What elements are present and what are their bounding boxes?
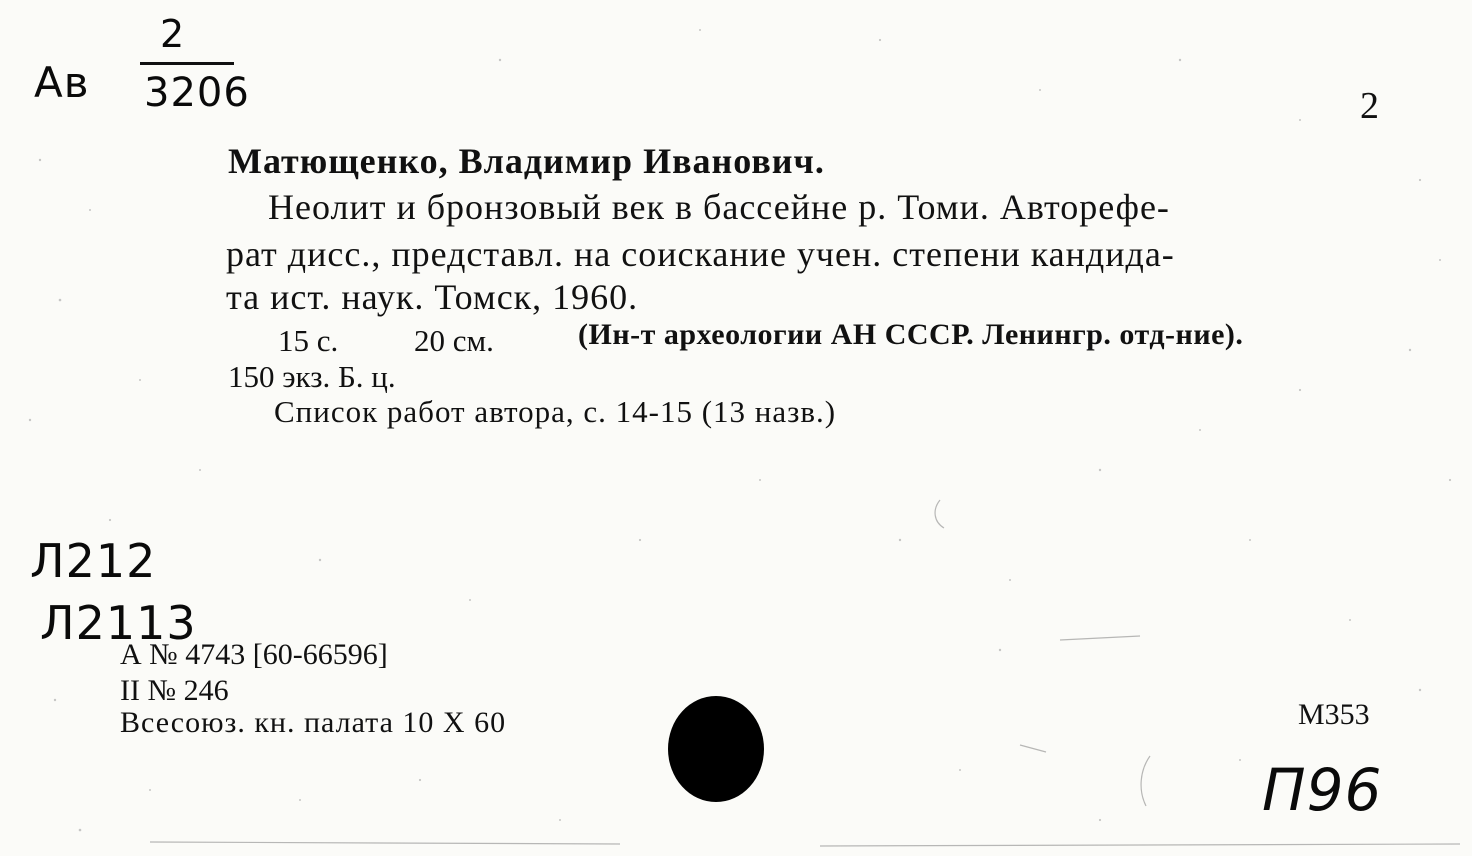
punch-hole — [668, 696, 764, 802]
title-line-1: Неолит и бронзовый век в бассейне р. Томи. Авторефе- — [268, 187, 1170, 227]
title-line-3: та ист. наук. Томск, 1960. — [226, 277, 639, 317]
author-heading: Матющенко, Владимир Иванович. — [228, 141, 825, 181]
registry-line-3: Всесоюз. кн. палата 10 X 60 — [120, 706, 507, 739]
registry-line-1: А № 4743 [60-66596] — [120, 638, 388, 671]
institution: (Ин-т археологии АН СССР. Ленингр. отд-ние). — [578, 318, 1244, 351]
registry-line-2: II № 246 — [120, 674, 229, 707]
bibliography-note: Список работ автора, с. 14-15 (13 назв.) — [274, 394, 837, 429]
shelf-mark-prefix: Ав — [34, 58, 90, 107]
page-count: 15 с. — [278, 323, 339, 358]
handwritten-code-1: Л212 — [30, 534, 157, 588]
page-number: 2 — [1360, 85, 1379, 127]
copies-price: 150 экз. Б. ц. — [228, 359, 396, 394]
classification-code: М353 — [1298, 698, 1370, 731]
title-line-2: рат дисс., представл. на соискание учен. степени кандида- — [226, 234, 1175, 274]
handwritten-code-2: Л2113 — [40, 596, 197, 650]
card-size: 20 см. — [414, 323, 494, 358]
shelf-mark-top: 2 — [160, 12, 186, 56]
handwritten-bottom-code: П96 — [1262, 756, 1383, 824]
shelf-mark-bottom: 3206 — [144, 70, 250, 116]
shelf-mark-fraction-line — [140, 62, 234, 65]
